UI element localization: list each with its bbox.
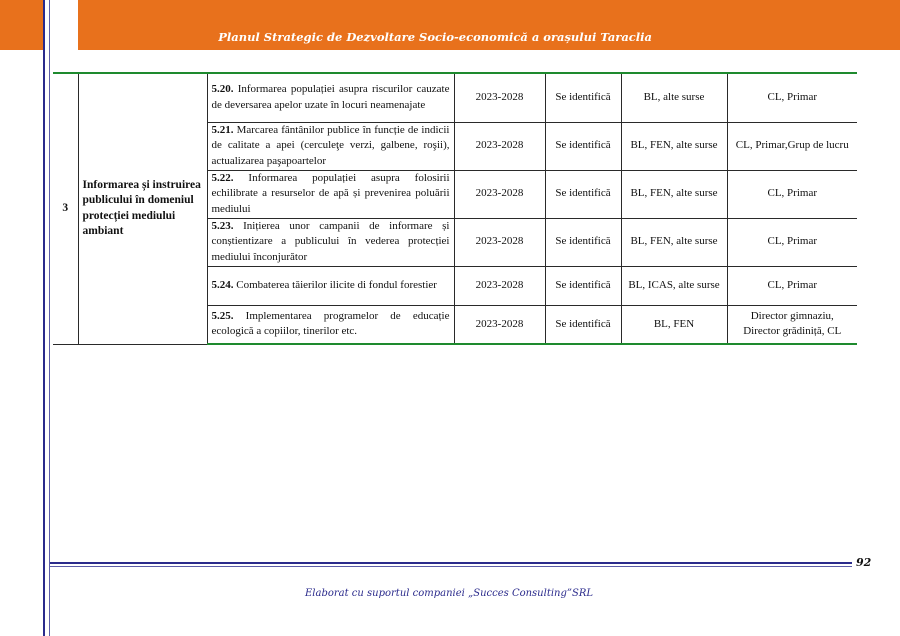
action-code: 5.22. (211, 171, 234, 184)
source-cell: BL, FEN, alte surse (621, 218, 727, 266)
action-cell (207, 73, 454, 122)
action-cell (207, 122, 454, 170)
footer-rule-thin (50, 566, 852, 567)
action-cell (207, 218, 454, 266)
action-code: 5.24. (211, 278, 234, 291)
page-number: 92 (856, 556, 872, 569)
action-text: Informarea populației asupra riscurilor cauzate de deversarea apelor uzate în locuri neamenajate (211, 83, 450, 111)
action-cell (207, 266, 454, 305)
cost-cell: Se identifică (545, 170, 621, 218)
table-row (53, 73, 857, 122)
period-cell: 2023-2028 (454, 122, 545, 170)
period-cell: 2023-2028 (454, 305, 545, 344)
period-cell: 2023-2028 (454, 218, 545, 266)
action-text: Combaterea tăierilor ilicite di fondul forestier (233, 278, 437, 291)
footer-credit (0, 588, 900, 599)
section-objective: Informarea și instruirea publicului în domeniul protecției mediului ambiant (78, 73, 207, 344)
action-code: 5.23. (211, 219, 234, 232)
period-cell: 2023-2028 (454, 170, 545, 218)
source-cell: BL, FEN, alte surse (621, 122, 727, 170)
cost-cell: Se identifică (545, 73, 621, 122)
source-cell: BL, ICAS, alte surse (621, 266, 727, 305)
action-code: 5.25. (211, 309, 234, 322)
action-text: Implementarea programelor de educație ecologică a copiilor, tinerilor etc. (211, 309, 450, 338)
responsible-cell: CL, Primar,Grup de lucru (727, 122, 857, 170)
responsible-cell: CL, Primar (727, 73, 857, 122)
responsible-cell: CL, Primar (727, 170, 857, 218)
cost-cell: Se identifică (545, 266, 621, 305)
action-code: 5.21. (211, 123, 234, 136)
action-code: 5.20. (211, 83, 234, 96)
source-cell: BL, alte surse (621, 73, 727, 122)
cost-cell: Se identifică (545, 305, 621, 344)
footer-rule (50, 562, 852, 564)
page-header-title: Planul Strategic de Dezvoltare Socio-economică a orașului Taraclia (218, 30, 652, 44)
action-cell (207, 305, 454, 344)
margin-rule (43, 0, 45, 636)
footer-credit-text: Elaborat cu suportul companiei „Succes Consulting”SRL (304, 588, 594, 599)
responsible-cell: CL, Primar (727, 218, 857, 266)
period-cell: 2023-2028 (454, 73, 545, 122)
margin-rule-thin (49, 0, 50, 636)
action-text: Marcarea fântânilor publice în funcție de indicii de calitate a apei (cerculeţe verzi, galbene, roşii), actualizarea paşapoartelor (211, 123, 450, 167)
source-cell: BL, FEN (621, 305, 727, 344)
action-plan-table (53, 72, 857, 345)
period-cell: 2023-2028 (454, 266, 545, 305)
responsible-cell: CL, Primar (727, 266, 857, 305)
cost-cell: Se identifică (545, 122, 621, 170)
responsible-cell: Director gimnaziu, Director grădiniță, CL (727, 305, 857, 344)
action-cell (207, 170, 454, 218)
section-number: 3 (53, 73, 78, 344)
cost-cell: Se identifică (545, 218, 621, 266)
action-text: Inițierea unor campanii de informare și conștientizare a publicului în vederea protecției mediului înconjurător (211, 219, 450, 263)
source-cell: BL, FEN, alte surse (621, 170, 727, 218)
action-text: Informarea populației asupra folosirii echilibrate a resurselor de apă și prevenirea poluării mediului (211, 171, 450, 215)
